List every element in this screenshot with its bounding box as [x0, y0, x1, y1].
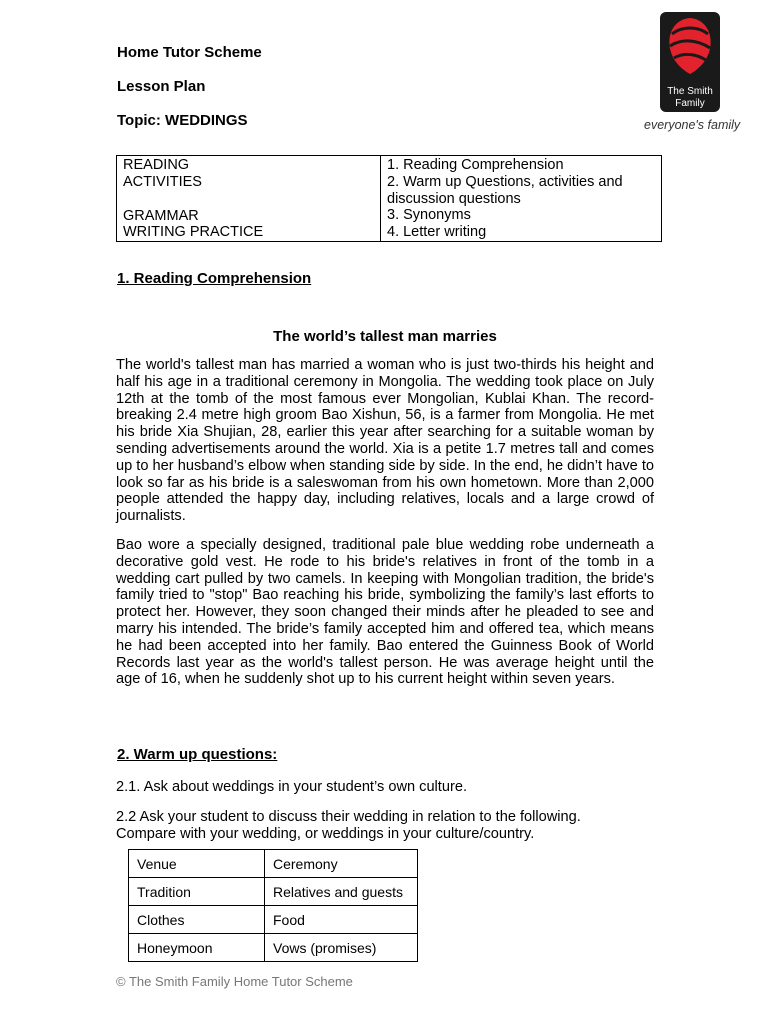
warmup-question-2: 2.2 Ask your student to discuss their wedding in relation to the following. Compare with your wedding, or weddings in your culture/country.	[116, 809, 581, 842]
table-row	[129, 878, 418, 906]
logo-line1: The Smith	[667, 86, 713, 97]
article-title: The world’s tallest man marries	[273, 328, 497, 345]
plan-right-cell	[381, 156, 662, 242]
discussion-topics-table	[128, 849, 418, 962]
topic-cell: Food	[265, 906, 418, 934]
lesson-plan-table	[116, 155, 662, 242]
topic-cell: Vows (promises)	[265, 934, 418, 962]
table-row	[129, 850, 418, 878]
plan-right-item: 3. Synonyms	[387, 207, 471, 224]
topic-cell: Honeymoon	[129, 934, 265, 962]
section2-heading: 2. Warm up questions:	[117, 746, 278, 763]
plan-left-item: READING	[123, 157, 190, 173]
table-row	[129, 906, 418, 934]
plan-left-item: ACTIVITIES	[123, 173, 202, 190]
section1-heading: 1. Reading Comprehension	[117, 270, 312, 287]
doc-lesson-plan-label: Lesson Plan	[117, 78, 206, 95]
plan-left-item: WRITING PRACTICE	[123, 224, 264, 241]
plan-left-item: GRAMMAR	[123, 207, 199, 224]
plan-right-item: 1. Reading Comprehension	[387, 157, 564, 173]
topic-cell: Relatives and guests	[265, 878, 418, 906]
article-paragraph-1: The world's tallest man has married a woman who is just two-thirds his height and half his age in a traditional ceremony in Mongolia. The wedding took place on July 12th at the tomb of the most famous ever Mongolian, Kublai Khan. The record-breaking 2.4 metre high groom Bao Xishun, 56, is a farmer from Mongolia. He met his bride Xia Shujian, 28, earlier this year after searching for a suitable woman by sending advertisements around the world. Xia is a petite 1.7 metres tall and comes up to her husband’s elbow when standing side by side. In the end, he didn’t have to look so far as his bride is a saleswoman from his own hometown. More than 2,000 people attended the happy day, including relatives, locals and a large crowd of journalists.	[116, 357, 654, 525]
warmup-question-1: 2.1. Ask about weddings in your student’s own culture.	[116, 779, 468, 795]
topic-cell: Clothes	[129, 906, 265, 934]
plan-right-item: discussion questions	[387, 190, 521, 207]
logo-tagline: everyone's family	[644, 118, 741, 132]
doc-topic: Topic: WEDDINGS	[117, 112, 248, 129]
footer-copyright: © The Smith Family Home Tutor Scheme	[116, 974, 353, 989]
topic-cell: Tradition	[129, 878, 265, 906]
smith-family-logo	[644, 12, 741, 132]
plan-left-cell	[117, 156, 381, 242]
topic-cell: Venue	[129, 850, 265, 878]
logo-line2: Family	[675, 98, 705, 109]
doc-scheme-title: Home Tutor Scheme	[117, 44, 262, 61]
smith-family-logo-icon	[660, 12, 720, 112]
article-paragraph-2: Bao wore a specially designed, traditional pale blue wedding robe underneath a decorative gold vest. He rode to his bride's relatives in front of the tomb in a wedding cart pulled by two camels. In keeping with Mongolian tradition, the bride's family tried to "stop" Bao reaching his bride, symbolizing the family’s last efforts to protect her. However, they soon changed their minds after he pleaded to see and marry his intended. The bride’s family accepted him and offered tea, which means he had been accepted into her family. Bao entered the Guinness Book of World Records last year as the world's tallest person. He was average height until the age of 16, when he suddenly shot up to his current height within seven years.	[116, 537, 654, 688]
table-row	[129, 934, 418, 962]
plan-right-item: 4. Letter writing	[387, 224, 487, 241]
topic-cell: Ceremony	[265, 850, 418, 878]
plan-right-item: 2. Warm up Questions, activities and	[387, 173, 623, 190]
